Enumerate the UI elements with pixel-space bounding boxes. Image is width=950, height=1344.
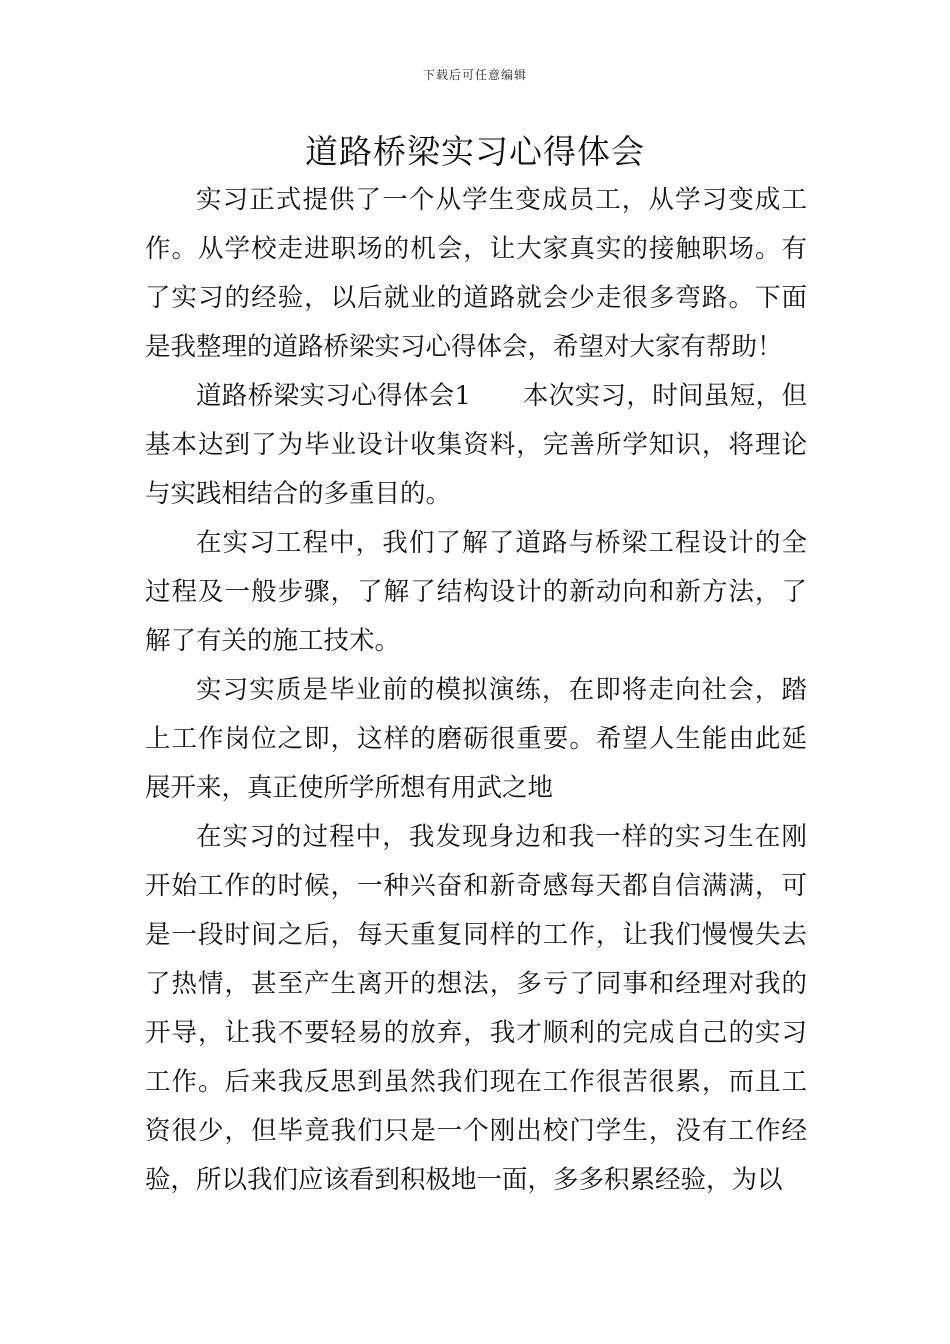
paragraph-intro: 实习正式提供了一个从学生变成员工，从学习变成工作。从学校走进职场的机会，让大家真实的接触职场。有了实习的经验，以后就业的道路就会少走很多弯路。下面是我整理的道路桥梁实习心得体会，希望对大家有帮助！ xyxy=(145,185,807,362)
paragraph-2: 在实习工程中，我们了解了道路与桥梁工程设计的全过程及一般步骤，了解了结构设计的新动向和新方法，了解了有关的施工技术。 xyxy=(145,528,807,656)
header-note: 下载后可任意编辑 xyxy=(422,68,527,82)
paragraph-3: 实习实质是毕业前的模拟演练，在即将走向社会，踏上工作岗位之即，这样的磨砺很重要。希望人生能由此延展开来，真正使所学所想有用武之地 xyxy=(145,675,807,803)
paragraph-4: 在实习的过程中，我发现身边和我一样的实习生在刚开始工作的时候，一种兴奋和新奇感每天都自信满满，可是一段时间之后，每天重复同样的工作，让我们慢慢失去了热情，甚至产生离开的想法，多亏了同事和经理对我的开导，让我不要轻易的放弃，我才顺利的完成自己的实习工作。后来我反思到虽然我们现在工作很苦很累，而且工资很少，但毕竟我们只是一个刚出校门学生，没有工作经验，所以我们应该看到积极地一面，多多积累经验，为以 xyxy=(145,822,807,1195)
paragraph-1: 道路桥梁实习心得体会1 本次实习，时间虽短，但基本达到了为毕业设计收集资料，完善所学知识，将理论与实践相结合的多重目的。 xyxy=(145,381,807,509)
document-body xyxy=(145,176,807,1205)
document-title: 道路桥梁实习心得体会 xyxy=(305,132,645,171)
